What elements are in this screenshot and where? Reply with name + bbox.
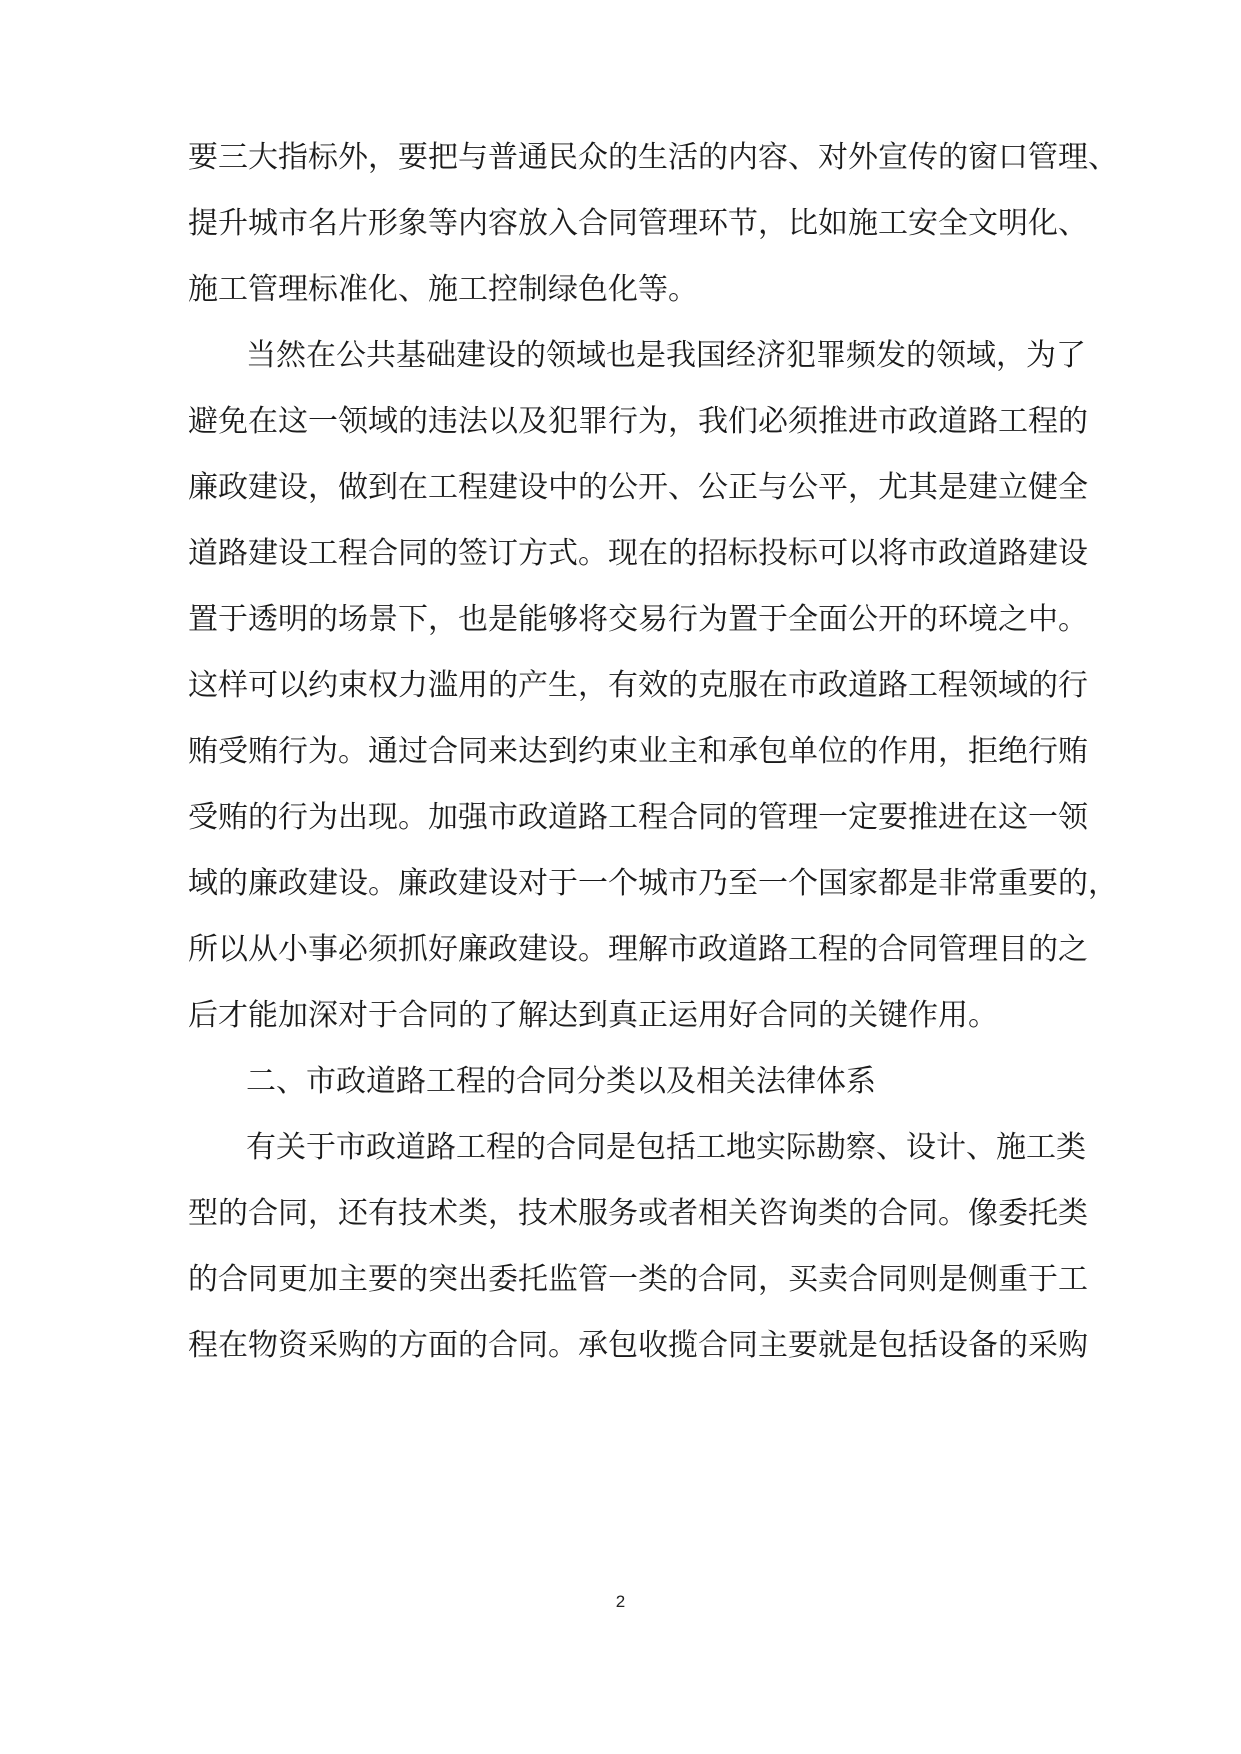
heading-text: 二、市政道路工程的合同分类以及相关法律体系 bbox=[246, 1064, 876, 1099]
text-line: 道路建设工程合同的签订方式。现在的招标投标可以将市政道路建设 bbox=[188, 536, 1088, 571]
text-line: 这样可以约束权力滥用的产生，有效的克服在市政道路工程领域的行 bbox=[188, 668, 1088, 703]
text-line: 所以从小事必须抓好廉政建设。理解市政道路工程的合同管理目的之 bbox=[188, 932, 1088, 967]
paragraph-continuation bbox=[188, 125, 1118, 323]
text-line: 后才能加深对于合同的了解达到真正运用好合同的关键作用。 bbox=[188, 998, 998, 1033]
text-line: 受贿的行为出现。加强市政道路工程合同的管理一定要推进在这一领 bbox=[188, 800, 1088, 835]
text-line: 提升城市名片形象等内容放入合同管理环节，比如施工安全文明化、 bbox=[188, 206, 1088, 241]
text-line: 施工管理标准化、施工控制绿色化等。 bbox=[188, 272, 698, 307]
section-heading bbox=[188, 1049, 1068, 1115]
text-line: 域的廉政建设。廉政建设对于一个城市乃至一个国家都是非常重要的， bbox=[188, 866, 1118, 901]
paragraph-contract-types bbox=[188, 1115, 1088, 1379]
text-line: 程在物资采购的方面的合同。承包收揽合同主要就是包括设备的采购 bbox=[188, 1328, 1088, 1363]
text-line: 有关于市政道路工程的合同是包括工地实际勘察、设计、施工类 bbox=[246, 1130, 1086, 1165]
text-line: 贿受贿行为。通过合同来达到约束业主和承包单位的作用，拒绝行贿 bbox=[188, 734, 1088, 769]
text-line: 置于透明的场景下，也是能够将交易行为置于全面公开的环境之中。 bbox=[188, 602, 1088, 637]
text-line: 避免在这一领域的违法以及犯罪行为，我们必须推进市政道路工程的 bbox=[188, 404, 1088, 439]
page-number: 2 bbox=[615, 1592, 626, 1611]
text-line: 廉政建设，做到在工程建设中的公开、公正与公平，尤其是建立健全 bbox=[188, 470, 1088, 505]
text-line: 当然在公共基础建设的领域也是我国经济犯罪频发的领域，为了 bbox=[246, 338, 1086, 373]
text-line: 要三大指标外，要把与普通民众的生活的内容、对外宣传的窗口管理、 bbox=[188, 140, 1118, 175]
text-line: 型的合同，还有技术类，技术服务或者相关咨询类的合同。像委托类 bbox=[188, 1196, 1088, 1231]
paragraph-integrity bbox=[188, 323, 1118, 1049]
text-line: 的合同更加主要的突出委托监管一类的合同，买卖合同则是侧重于工 bbox=[188, 1262, 1088, 1297]
